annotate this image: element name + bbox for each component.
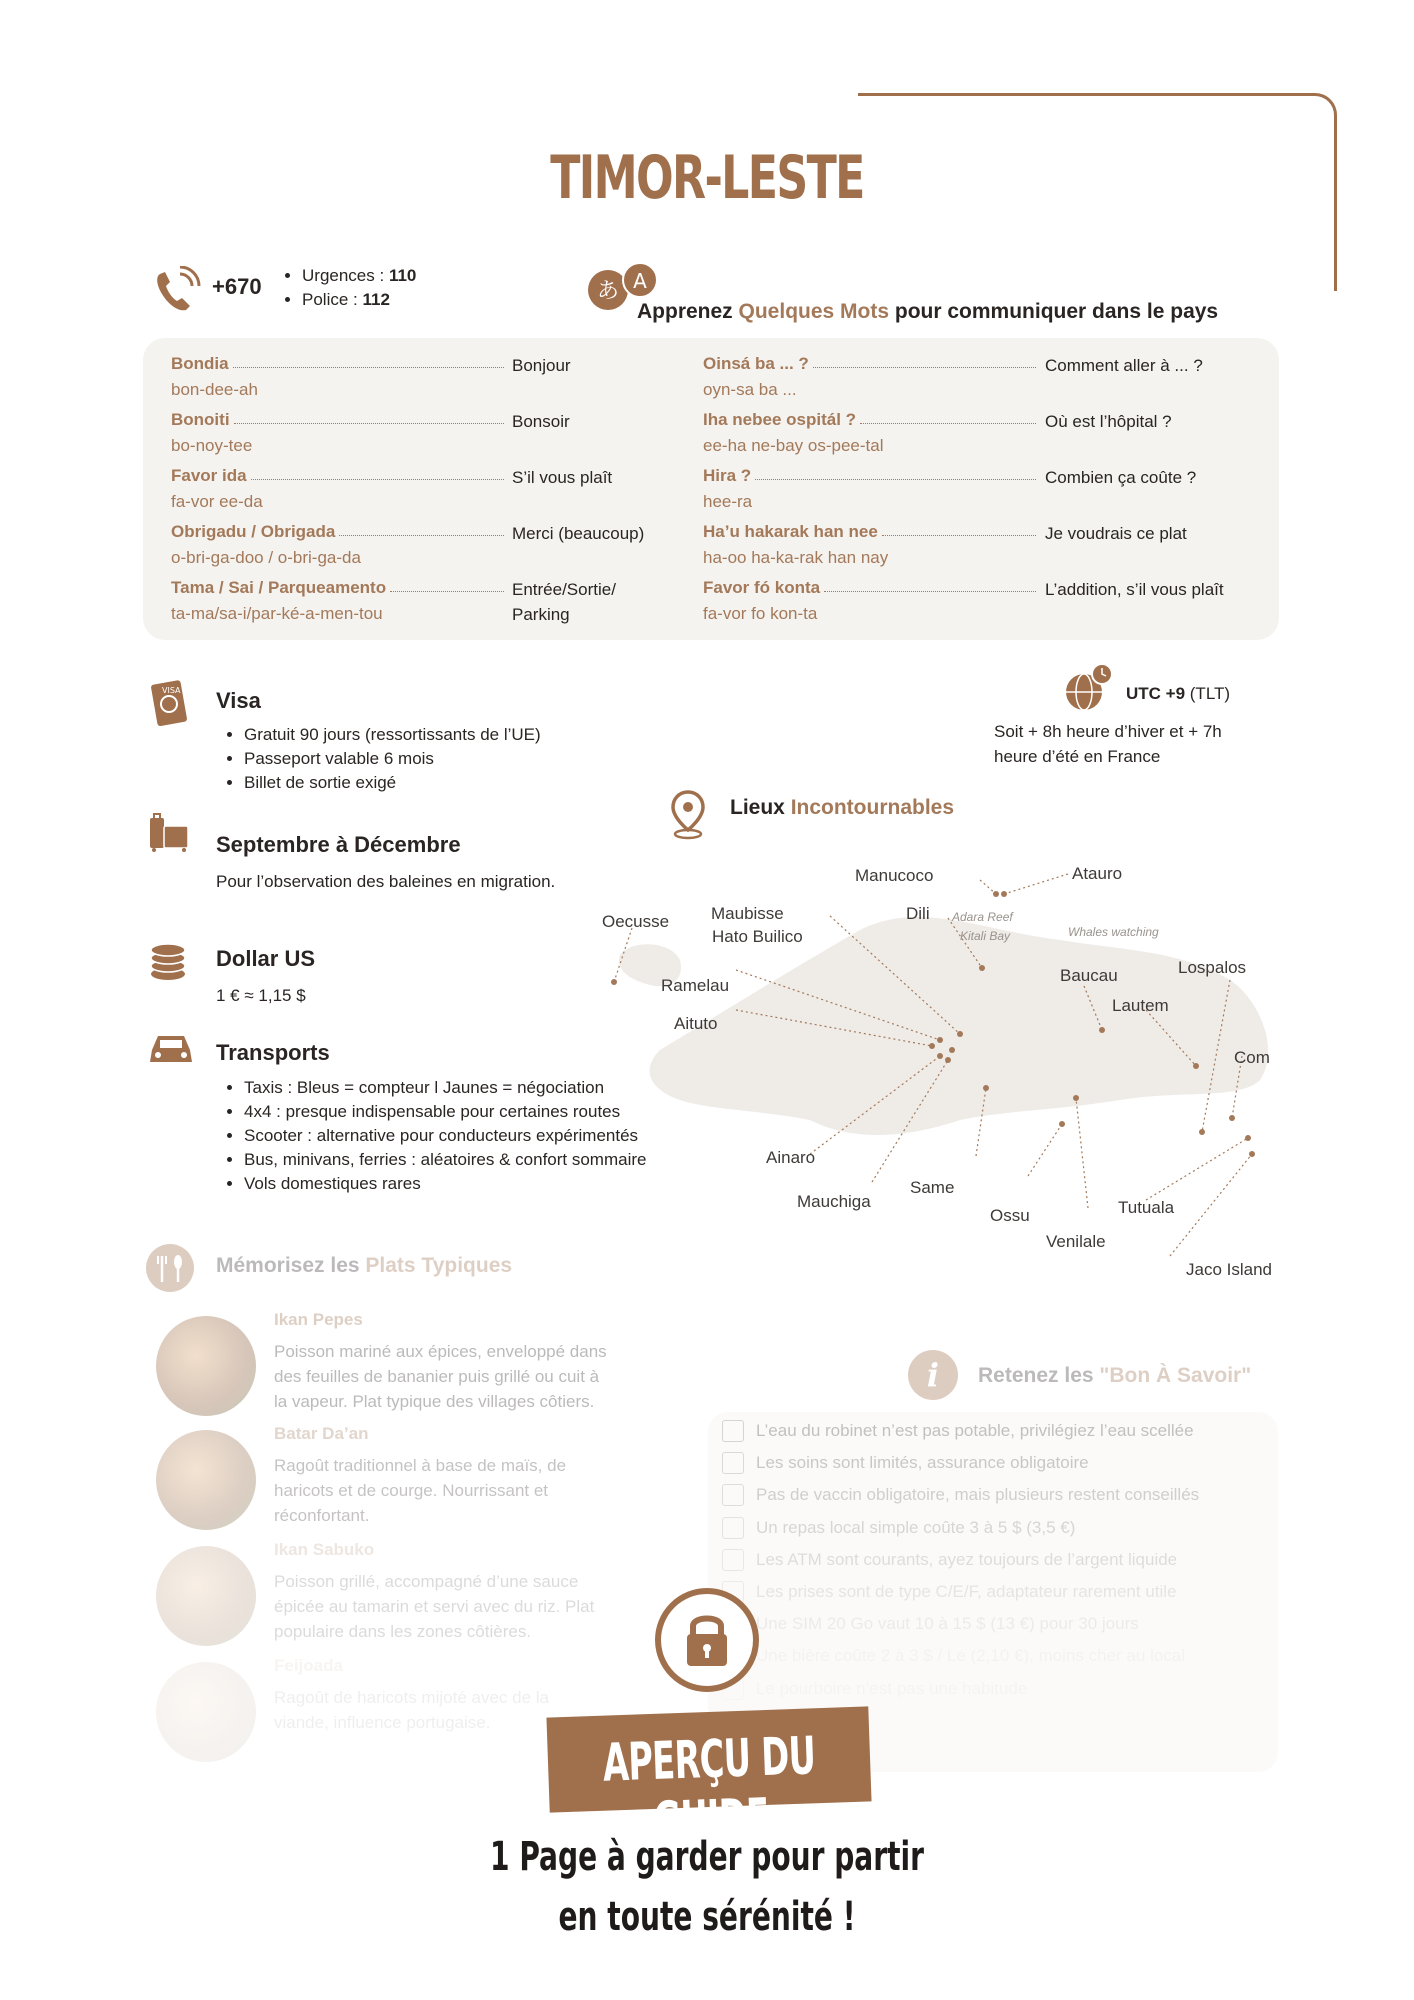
dish-description: Ragoût de haricots mijoté avec de la — [274, 1688, 549, 1707]
map-label-aituto: Aituto — [674, 1014, 718, 1033]
phrases-heading: Apprenez Quelques Mots pour communiquer dans le pays — [637, 300, 1219, 323]
phrase-translation: S’il vous plaît — [512, 468, 613, 487]
phrase-word: Ha’u hakarak han nee — [703, 522, 878, 541]
season-heading: Septembre à Décembre — [216, 832, 461, 857]
phrase-word: Obrigadu / Obrigada — [171, 522, 336, 541]
dishes-heading: Mémorisez les Plats Typiques — [216, 1254, 513, 1277]
checkbox[interactable] — [722, 1517, 744, 1539]
location-pin-icon — [670, 790, 706, 840]
checkbox[interactable] — [722, 1420, 744, 1442]
preview-badge: APERÇU DU GUIDE — [546, 1706, 871, 1812]
phrase-translation: Bonsoir — [512, 412, 570, 431]
phrase-word: Bonoiti — [171, 410, 230, 429]
phrase-translation: Où est l’hôpital ? — [1045, 412, 1172, 431]
phrase-word: Bondia — [171, 354, 229, 373]
timezone-note: Soit + 8h heure d’hiver et + 7h — [994, 722, 1222, 741]
timezone-note: heure d’été en France — [994, 747, 1161, 766]
map-label-dili: Dili — [906, 904, 930, 923]
dish-name: Ikan Sabuko — [274, 1540, 375, 1559]
dish-photo — [156, 1546, 256, 1646]
phrase-pronunciation: oyn-sa ba ... — [703, 380, 797, 399]
phrase-translation: Bonjour — [512, 356, 571, 375]
dish-description: haricots et de courge. Nourrissant et — [274, 1481, 549, 1500]
goodtoknow-item — [756, 1679, 1027, 1699]
phrase-pronunciation: ha-oo ha-ka-rak han nay — [703, 548, 889, 567]
luggage-icon — [146, 812, 192, 854]
globe-clock-icon — [1060, 662, 1116, 714]
dotted-leader — [882, 535, 1036, 536]
dish-description: réconfortant. — [274, 1506, 370, 1525]
phrase-translation: L’addition, s’il vous plaît — [1045, 580, 1224, 599]
emergency-list — [280, 266, 416, 314]
phrase-pronunciation: ta-ma/sa-i/par-ké-a-men-tou — [171, 604, 383, 623]
dish-description: la vapeur. Plat typique des villages côtiers. — [274, 1392, 595, 1411]
checkbox[interactable] — [722, 1452, 744, 1474]
goodtoknow-heading: Retenez les "Bon À Savoir" — [978, 1364, 1252, 1387]
dotted-leader — [339, 535, 504, 536]
phrase-translation: Je voudrais ce plat — [1045, 524, 1187, 543]
phrase-word: Hira ? — [703, 466, 752, 485]
dotted-leader — [390, 591, 504, 592]
goodtoknow-item: Les ATM sont courants, ayez toujours de l’argent liquide — [756, 1549, 1178, 1569]
map-label-oecusse: Oecusse — [602, 912, 670, 931]
passport-icon — [150, 678, 190, 728]
map-label-com: Com — [1234, 1048, 1270, 1067]
map-label-hato-builico: Hato Builico — [712, 927, 803, 946]
checkbox[interactable] — [722, 1484, 744, 1506]
dish-photo — [156, 1430, 256, 1530]
dish-photo — [156, 1316, 256, 1416]
places-heading: Lieux Incontournables — [730, 796, 955, 819]
dotted-leader — [251, 479, 504, 480]
dotted-leader — [824, 591, 1036, 592]
svg-text:A: A — [633, 269, 647, 293]
phrase-pronunciation: fa-vor ee-da — [171, 492, 263, 511]
map-label-whales: Whales watching — [1068, 925, 1159, 939]
map-label-adara: Adara Reef — [952, 910, 1013, 924]
phone-icon — [152, 266, 204, 316]
dish-description: Ragoût traditionnel à base de maïs, de — [274, 1456, 567, 1475]
dish-name: Ikan Pepes — [274, 1310, 363, 1329]
phrase-pronunciation: ee-ha ne-bay os-pee-tal — [703, 436, 884, 455]
utc-label: UTC +9 (TLT) — [1126, 684, 1231, 703]
goodtoknow-item: L’eau du robinet n’est pas potable, privilégiez l’eau scellée — [756, 1421, 1194, 1440]
map-label-venilale: Venilale — [1046, 1232, 1106, 1251]
map-label-atauro: Atauro — [1072, 864, 1123, 883]
season-text: Pour l’observation des baleines en migration. — [216, 872, 556, 891]
phrase-translation: Entrée/Sortie/ — [512, 580, 616, 599]
map-label-tutuala: Tutuala — [1118, 1198, 1175, 1217]
dish-name: Feijoada — [274, 1656, 343, 1675]
transport-item: • Bus, minivans, ferries : aléatoires & confort sommaire — [244, 1150, 646, 1170]
dish-name: Batar Da’an — [274, 1424, 369, 1443]
dish-description: des feuilles de bananier puis grillé ou cuit à — [274, 1367, 600, 1386]
svg-text:あ: あ — [596, 279, 620, 304]
car-icon — [146, 1030, 196, 1068]
phrase-translation: Combien ça coûte ? — [1045, 468, 1197, 487]
main-island — [650, 917, 1268, 1135]
phrase-word: Tama / Sai / Parqueamento — [171, 578, 387, 597]
transport-item: • 4x4 : presque indispensable pour certaines routes — [244, 1102, 646, 1122]
coins-icon — [148, 940, 194, 982]
dotted-leader — [234, 423, 504, 424]
map-label-kitali: Kitali Bay — [960, 929, 1011, 943]
phrase-pronunciation: bon-dee-ah — [171, 380, 258, 399]
visa-list — [222, 725, 541, 797]
checkbox[interactable] — [722, 1549, 744, 1571]
currency-rate: 1 € ≈ 1,15 $ — [216, 986, 306, 1005]
map-label-ramelau: Ramelau — [661, 976, 730, 995]
goodtoknow-item: Les soins sont limités, assurance obligatoire — [756, 1453, 1089, 1473]
phrase-word: Iha nebee ospitál ? — [703, 410, 857, 429]
dish-description: Poisson grillé, accompagné d’une sauce — [274, 1572, 579, 1591]
phrase-word: Favor fó konta — [703, 578, 821, 597]
visa-item: • Gratuit 90 jours (ressortissants de l’UE) — [244, 725, 541, 745]
emergency-item: • Urgences : 110 — [302, 266, 416, 286]
phrase-pronunciation: o-bri-ga-doo / o-bri-ga-da — [171, 548, 361, 567]
goodtoknow-item: Pas de vaccin obligatoire, mais plusieurs restent conseillés — [756, 1485, 1200, 1505]
phrase-translation: Parking — [512, 605, 570, 624]
phrase-word: Favor ida — [171, 466, 247, 485]
map-label-lautem: Lautem — [1112, 996, 1169, 1015]
police-item: • Police : 112 — [302, 290, 416, 310]
map-label-jaco-island: Jaco Island — [1186, 1260, 1272, 1279]
map-label-ossu: Ossu — [990, 1206, 1030, 1225]
map-label-mauchiga: Mauchiga — [797, 1192, 871, 1211]
phrase-translation: Merci (beaucoup) — [512, 524, 645, 543]
phrase-word: Oinsá ba ... ? — [703, 354, 809, 373]
timor-map — [560, 860, 1300, 1300]
lock-icon — [655, 1588, 759, 1692]
goodtoknow-item: Une SIM 20 Go vaut 10 à 15 $ (13 €) pour 30 jours — [756, 1614, 1139, 1634]
svg-text:VISA: VISA — [162, 686, 181, 695]
dish-description: Poisson mariné aux épices, enveloppé dans — [274, 1342, 607, 1361]
goodtoknow-item: Une bière coûte 2 à 3 $ / Le (2,10 €), moins cher au local — [756, 1646, 1186, 1666]
visa-item: • Billet de sortie exigé — [244, 773, 541, 793]
transport-item: • Scooter : alternative pour conducteurs expérimentés — [244, 1126, 646, 1146]
map-label-ainaro: Ainaro — [766, 1148, 816, 1167]
dotted-leader — [813, 367, 1036, 368]
dish-description: populaire dans les zones côtières. — [274, 1622, 532, 1641]
phrase-translation: Comment aller à ... ? — [1045, 356, 1203, 375]
phrase-pronunciation: fa-vor fo kon-ta — [703, 604, 818, 623]
dotted-leader — [860, 423, 1036, 424]
phrase-pronunciation: hee-ra — [703, 492, 753, 511]
goodtoknow-item: Les prises sont de type C/E/F, adaptateur rarement utile — [756, 1582, 1177, 1601]
goodtoknow-item: Un repas local simple coûte 3 à 5 $ (3,5 €) — [756, 1517, 1076, 1537]
tagline-line2: en toute sérénité ! — [558, 1894, 856, 1940]
currency-heading: Dollar US — [216, 946, 316, 971]
phrase-pronunciation: bo-noy-tee — [171, 436, 253, 455]
visa-item: • Passeport valable 6 mois — [244, 749, 541, 769]
map-label-lospalos: Lospalos — [1178, 958, 1247, 977]
country-code: +670 — [212, 274, 262, 299]
dish-description: viande, influence portugaise. — [274, 1713, 491, 1732]
dotted-leader — [755, 479, 1036, 480]
map-label-maubisse: Maubisse — [711, 904, 784, 923]
transport-heading: Transports — [216, 1040, 330, 1065]
tagline-line1: 1 Page à garder pour partir — [490, 1834, 924, 1880]
info-icon: i — [908, 1350, 958, 1400]
cutlery-icon — [144, 1242, 196, 1294]
map-label-same: Same — [910, 1178, 955, 1197]
dish-photo — [156, 1662, 256, 1762]
map-label-baucau: Baucau — [1060, 966, 1118, 985]
page-title: TIMOR-LESTE — [550, 143, 864, 213]
transport-item: • Vols domestiques rares — [244, 1174, 646, 1194]
dotted-leader — [233, 367, 504, 368]
visa-heading: Visa — [216, 688, 261, 713]
transport-item: • Taxis : Bleus = compteur l Jaunes = négociation — [244, 1078, 646, 1098]
dish-description: épicée au tamarin et servi avec du riz. Plat — [274, 1597, 595, 1616]
map-label-manucoco: Manucoco — [855, 866, 934, 885]
